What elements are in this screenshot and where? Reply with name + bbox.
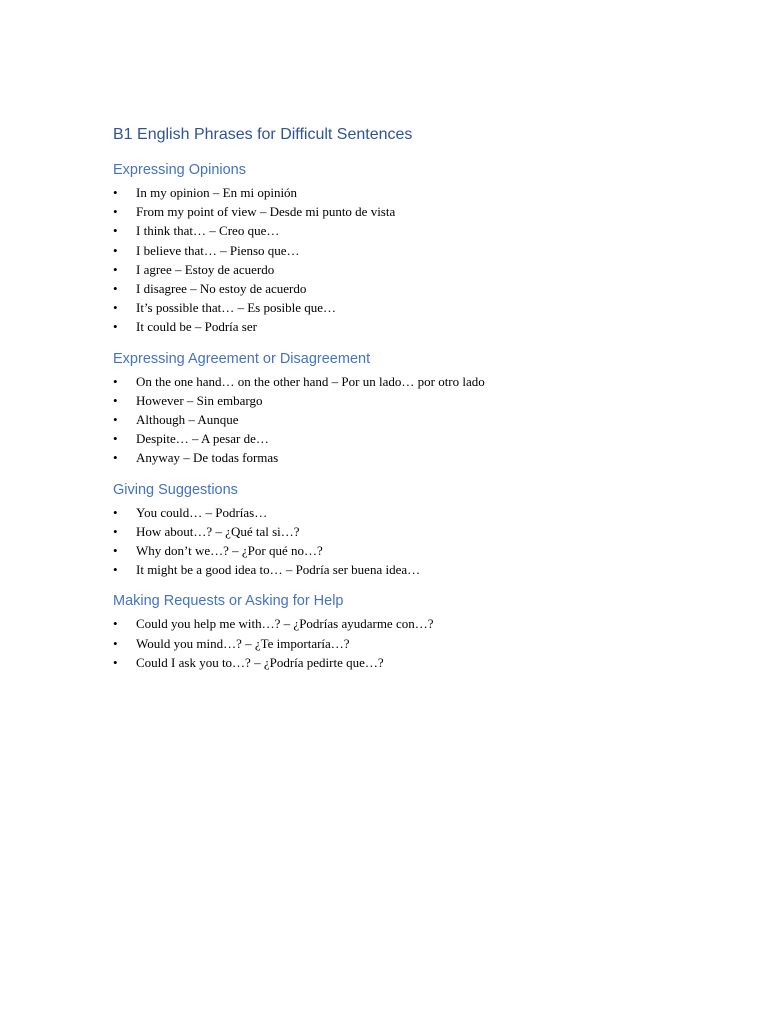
list-item (113, 391, 733, 410)
list-item (113, 410, 733, 429)
phrase-text: Despite… – A pesar de… (136, 431, 269, 447)
section-heading: Expressing Agreement or Disagreement (113, 350, 371, 367)
document-page (113, 123, 733, 684)
list-item (113, 522, 733, 541)
bullet-icon: • (113, 654, 118, 670)
section-heading: Expressing Opinions (113, 162, 246, 178)
phrase-list (113, 183, 733, 337)
bullet-icon: • (113, 261, 118, 277)
phrase-text: I think that… – Creo que… (136, 223, 280, 239)
list-item (113, 614, 733, 633)
list-item (113, 221, 733, 240)
phrase-text: Could I ask you to…? – ¿Podría pedirte que…? (136, 654, 384, 670)
section-agreement-disagreement (113, 349, 733, 468)
phrase-text: From my point of view – Desde mi punto de vista (136, 204, 396, 220)
phrase-text: However – Sin embargo (136, 392, 263, 408)
bullet-icon: • (113, 185, 118, 200)
list-item (113, 503, 733, 522)
list-item (113, 241, 733, 260)
phrase-list (113, 614, 733, 672)
bullet-icon: • (113, 523, 118, 539)
bullet-icon: • (113, 431, 118, 447)
phrase-text: Why don’t we…? – ¿Por qué no…? (136, 543, 323, 559)
list-item (113, 279, 733, 298)
list-item (113, 298, 733, 317)
phrase-list (113, 503, 733, 580)
phrase-text: You could… – Podrías… (136, 504, 268, 520)
section-expressing-opinions (113, 160, 733, 337)
bullet-icon: • (113, 300, 118, 316)
list-item (113, 260, 733, 279)
phrase-text: Although – Aunque (136, 412, 239, 428)
bullet-icon: • (113, 319, 118, 335)
list-item (113, 560, 733, 579)
list-item (113, 183, 733, 202)
bullet-icon: • (113, 281, 118, 297)
section-heading: Giving Suggestions (113, 481, 238, 498)
phrase-text: Could you help me with…? – ¿Podrías ayudarme con…? (136, 616, 434, 632)
phrase-text: It could be – Podría ser (136, 319, 257, 335)
phrase-text: In my opinion – En mi opinión (136, 185, 298, 200)
list-item (113, 429, 733, 448)
bullet-icon: • (113, 543, 118, 559)
bullet-icon: • (113, 635, 118, 651)
bullet-icon: • (113, 223, 118, 239)
list-item (113, 202, 733, 221)
bullet-icon: • (113, 562, 118, 578)
list-item (113, 653, 733, 672)
section-giving-suggestions (113, 480, 733, 580)
document-title: B1 English Phrases for Difficult Sentences (113, 126, 413, 143)
bullet-icon: • (113, 412, 118, 428)
bullet-icon: • (113, 450, 118, 466)
bullet-icon: • (113, 204, 118, 220)
bullet-icon: • (113, 242, 118, 258)
bullet-icon: • (113, 504, 118, 520)
phrase-text: I disagree – No estoy de acuerdo (136, 281, 307, 297)
phrase-text: I believe that… – Pienso que… (136, 242, 300, 258)
phrase-text: It might be a good idea to… – Podría ser buena idea… (136, 562, 421, 578)
phrase-text: Would you mind…? – ¿Te importaría…? (136, 635, 350, 651)
list-item (113, 448, 733, 467)
phrase-list (113, 372, 733, 468)
section-making-requests (113, 591, 733, 672)
list-item (113, 541, 733, 560)
phrase-text: Anyway – De todas formas (136, 450, 279, 466)
list-item (113, 372, 733, 391)
bullet-icon: • (113, 616, 118, 632)
list-item (113, 634, 733, 653)
phrase-text: It’s possible that… – Es posible que… (136, 300, 337, 316)
bullet-icon: • (113, 392, 118, 408)
phrase-text: I agree – Estoy de acuerdo (136, 261, 275, 277)
phrase-text: On the one hand… on the other hand – Por un lado… por otro lado (136, 373, 485, 389)
phrase-text: How about…? – ¿Qué tal si…? (136, 523, 300, 539)
list-item (113, 317, 733, 336)
section-heading: Making Requests or Asking for Help (113, 593, 344, 610)
bullet-icon: • (113, 373, 118, 389)
